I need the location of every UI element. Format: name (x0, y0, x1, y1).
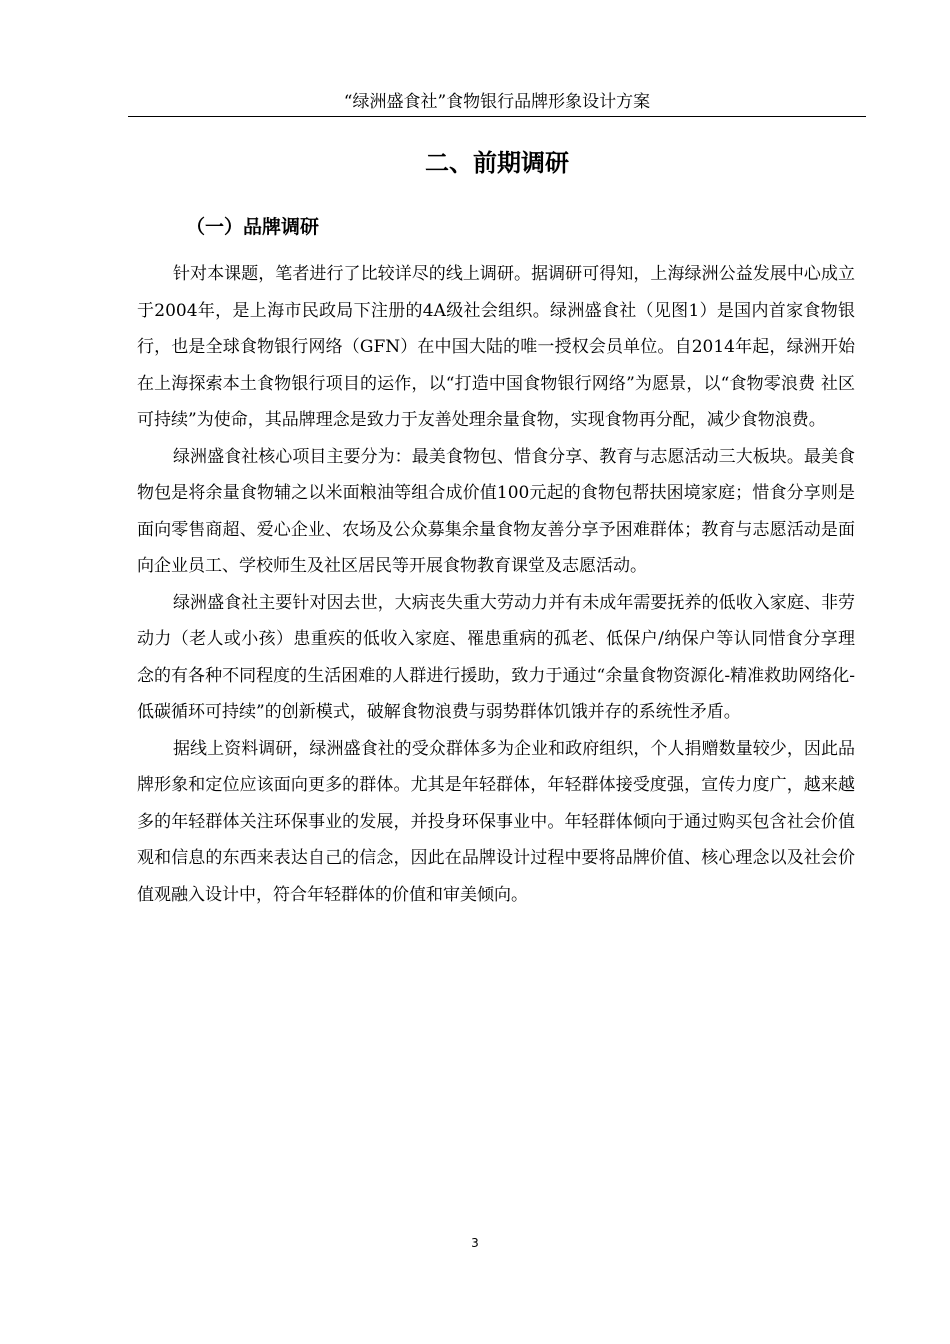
running-header-title: “绿洲盛食社”食物银行品牌形象设计方案 (343, 92, 651, 112)
body-text (137, 256, 855, 913)
paragraph-core-projects: 绿洲盛食社核心项目主要分为：最美食物包、惜食分享、教育与志愿活动三大板块。最美食物包是将余量食物辅之以米面粮油等组合成价值100元起的食物包帮扶困境家庭；惜食分享则是面向零售商超、爱心企业、农场及公众募集余量食物友善分享予困难群体；教育与志愿活动是面向企业员工、学校师生及社区居民等开展食物教育课堂及志愿活动。 (137, 446, 855, 576)
paragraph-audience-analysis: 据线上资料调研，绿洲盛食社的受众群体多为企业和政府组织，个人捐赠数量较少，因此品牌形象和定位应该面向更多的群体。尤其是年轻群体，年轻群体接受度强，宣传力度广，越来越多的年轻群体关注环保事业的发展，并投身环保事业中。年轻群体倾向于通过购买包含社会价值观和信息的东西来表达自己的信念，因此在品牌设计过程中要将品牌价值、核心理念以及社会价值观融入设计中，符合年轻群体的价值和审美倾向。 (137, 738, 855, 905)
running-header (128, 88, 866, 117)
section-title: （一）品牌调研 (186, 216, 320, 238)
paragraph-target-groups: 绿洲盛食社主要针对因去世，大病丧失重大劳动力并有未成年需要抚养的低收入家庭、非劳动力（老人或小孩）患重疾的低收入家庭、罹患重病的孤老、低保户/纳保户等认同惜食分享理念的有各种不同程度的生活困难的人群进行援助，致力于通过“余量食物资源化-精准救助网络化-低碳循环可持续”的创新模式，破解食物浪费与弱势群体饥饿并存的系统性矛盾。 (137, 592, 855, 722)
chapter-title: 二、前期调研 (425, 149, 569, 177)
paragraph-intro: 针对本课题，笔者进行了比较详尽的线上调研。据调研可得知，上海绿洲公益发展中心成立于2004年，是上海市民政局下注册的4A级社会组织。绿洲盛食社（见图1）是国内首家食物银行，也是全球食物银行网络（GFN）在中国大陆的唯一授权会员单位。自2014年起，绿洲开始在上海探索本土食物银行项目的运作，以“打造中国食物银行网络”为愿景，以“食物零浪费 社区可持续”为使命，其品牌理念是致力于友善处理余量食物，实现食物再分配，减少食物浪费。 (137, 264, 855, 430)
page-number: 3 (471, 1236, 479, 1250)
